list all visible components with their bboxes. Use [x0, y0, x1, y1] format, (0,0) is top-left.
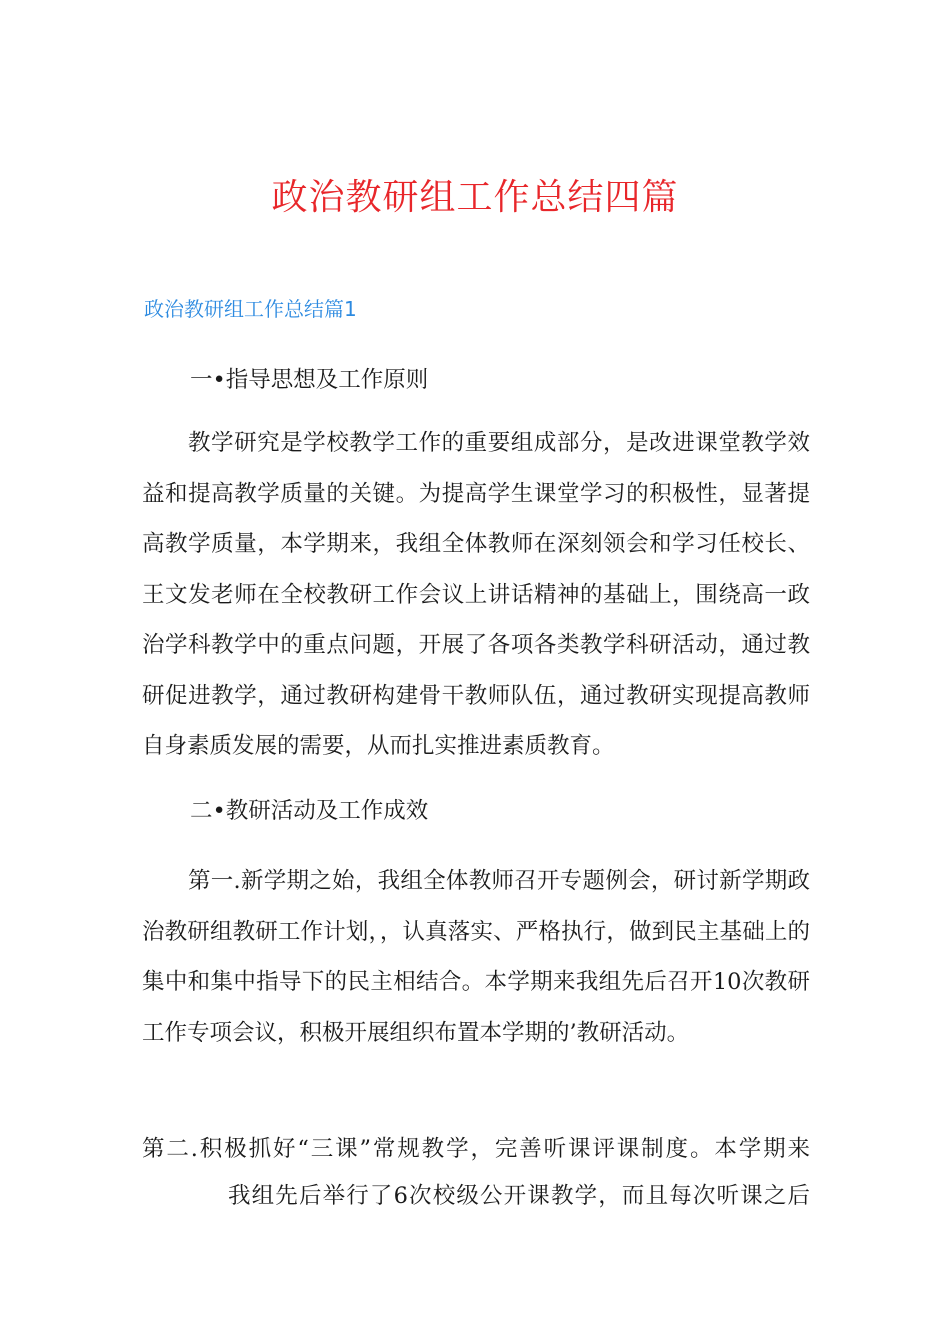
- section-heading: 政治教研组工作总结篇1: [144, 297, 357, 321]
- point2-line-1: 第二.积极抓好“三课”常规教学，完善听课评课制度。本学期来: [142, 1136, 810, 1162]
- point2-line-2: 我组先后举行了6次校级公开课教学，而且每次听课之后: [228, 1183, 810, 1209]
- part2-heading: 二•教研活动及工作成效: [190, 798, 429, 824]
- document-title: 政治教研组工作总结四篇: [271, 177, 679, 218]
- point1-paragraph: 第一.新学期之始，我组全体教师召开专题例会，研讨新学期政治教研组教研工作计划，，认真落实、严格执行，做到民主基础上的集中和集中指导下的民主相结合。本学期来我组先后召开10次教研工作专项会议，积极开展组织布置本学期的’教研活动。: [142, 868, 810, 1046]
- part1-heading: 一•指导思想及工作原则: [190, 367, 429, 393]
- part1-paragraph: 教学研究是学校教学工作的重要组成部分，是改进课堂教学效益和提高教学质量的关键。为提高学生课堂学习的积极性，显著提高教学质量，本学期来，我组全体教师在深刻领会和学习任校长、王文发老师在全校教研工作会议上讲话精神的基础上，围绕高一政治学科教学中的重点问题，开展了各项各类教学科研活动，通过教研促进教学，通过教研构建骨干教师队伍，通过教研实现提高教师自身素质发展的需要，从而扎实推进素质教育。: [142, 430, 810, 759]
